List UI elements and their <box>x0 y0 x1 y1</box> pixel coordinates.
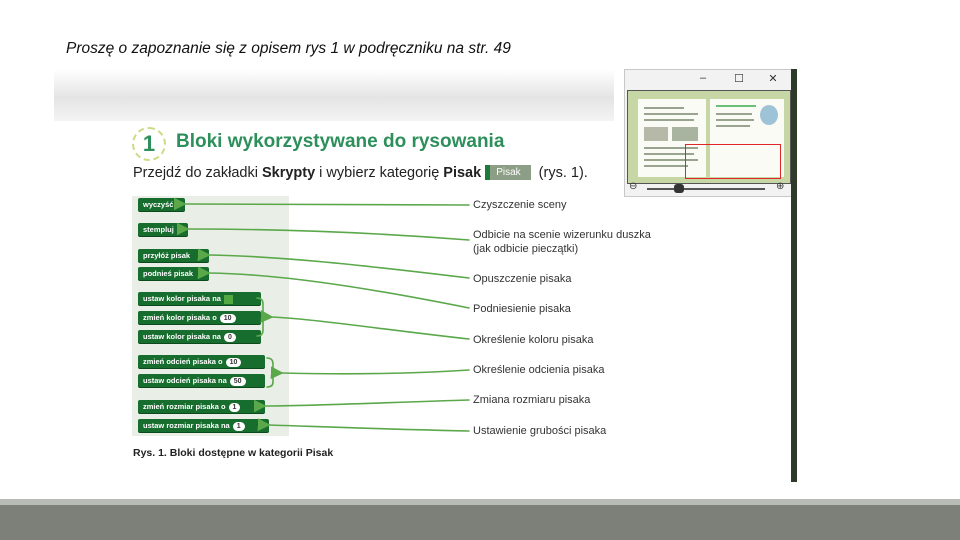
section-heading: Bloki wykorzystywane do rysowania <box>176 131 505 152</box>
section-number: 1 <box>132 127 166 161</box>
window-edge <box>791 69 797 482</box>
page-thumbnail <box>627 90 791 184</box>
block-value: 10 <box>220 314 236 323</box>
zoom-out-icon[interactable]: ⊖ <box>629 181 638 192</box>
block-label: wyczyść <box>143 200 174 209</box>
desc-shade: Określenie odcienia pisaka <box>473 364 605 376</box>
minimize-button[interactable]: – <box>699 72 707 84</box>
close-button[interactable]: ✕ <box>768 73 778 85</box>
brace-color <box>257 298 268 336</box>
block-label: zmień kolor pisaka o <box>143 313 217 322</box>
instruction-post: (rys. 1). <box>534 165 588 181</box>
desc-pen-up: Podniesienie pisaka <box>473 303 571 315</box>
arrow-shade <box>282 370 469 374</box>
textbook-screenshot <box>54 69 797 482</box>
arrow-size-change <box>265 400 469 406</box>
arrow-stamp <box>188 229 469 240</box>
desc-size-set: Ustawienie grubości pisaka <box>473 425 607 437</box>
desc-size-change: Zmiana rozmiaru pisaka <box>473 394 591 406</box>
desc-stamp-note: (jak odbicie pieczątki) <box>473 243 579 255</box>
zoom-slider-row[interactable] <box>627 183 789 195</box>
instruction-tab: Skrypty <box>261 165 316 181</box>
desc-stamp: Odbicie na scenie wizerunku duszka <box>473 229 651 241</box>
block-label: podnieś pisak <box>143 269 194 278</box>
desc-pen-down: Opuszczenie pisaka <box>473 273 572 285</box>
caption-category: Pisak <box>305 447 334 459</box>
arrow-size-set <box>269 425 469 431</box>
maximize-button[interactable]: ☐ <box>734 73 744 85</box>
block-value: 10 <box>226 358 242 367</box>
footer-bar <box>0 505 960 540</box>
zoom-slider-track[interactable] <box>647 188 765 190</box>
arrow-color <box>272 317 469 339</box>
desc-color: Określenie koloru pisaka <box>473 334 594 346</box>
block-label: ustaw rozmiar pisaka na <box>143 421 230 430</box>
block-value: 1 <box>229 403 241 412</box>
block-value: 50 <box>230 377 246 386</box>
pisak-category-chip: Pisak <box>485 165 530 180</box>
block-label: ustaw kolor pisaka na <box>143 294 221 303</box>
instruction-category: Pisak <box>443 165 482 181</box>
arrow-pen-up <box>209 273 469 308</box>
desc-clear: Czyszczenie sceny <box>473 199 567 211</box>
instruction-mid: i wybierz kategorię <box>315 165 444 181</box>
brace-shade <box>267 358 278 387</box>
block-label: ustaw kolor pisaka na <box>143 332 221 341</box>
zoom-slider-knob[interactable] <box>674 184 684 193</box>
block-value: 0 <box>224 333 236 342</box>
caption-prefix: Rys. 1. Bloki dostępne w kategorii <box>133 447 306 459</box>
block-label: przyłóż pisak <box>143 251 191 260</box>
block-value: 1 <box>233 422 245 431</box>
figure-caption <box>133 447 333 459</box>
visible-region-highlight[interactable] <box>685 144 781 179</box>
instruction-pre: Przejdź do zakładki <box>133 165 262 181</box>
zoom-viewer-window[interactable] <box>624 69 793 197</box>
block-label: zmień rozmiar pisaka o <box>143 402 226 411</box>
arrow-clear <box>185 204 469 205</box>
block-label: stempluj <box>143 225 174 234</box>
block-label: ustaw odcień pisaka na <box>143 376 227 385</box>
block-label: zmień odcień pisaka o <box>143 357 223 366</box>
slide-title: Proszę o zapoznanie się z opisem rys 1 w podręczniku na str. 49 <box>66 40 511 57</box>
zoom-in-icon[interactable]: ⊕ <box>776 181 785 192</box>
